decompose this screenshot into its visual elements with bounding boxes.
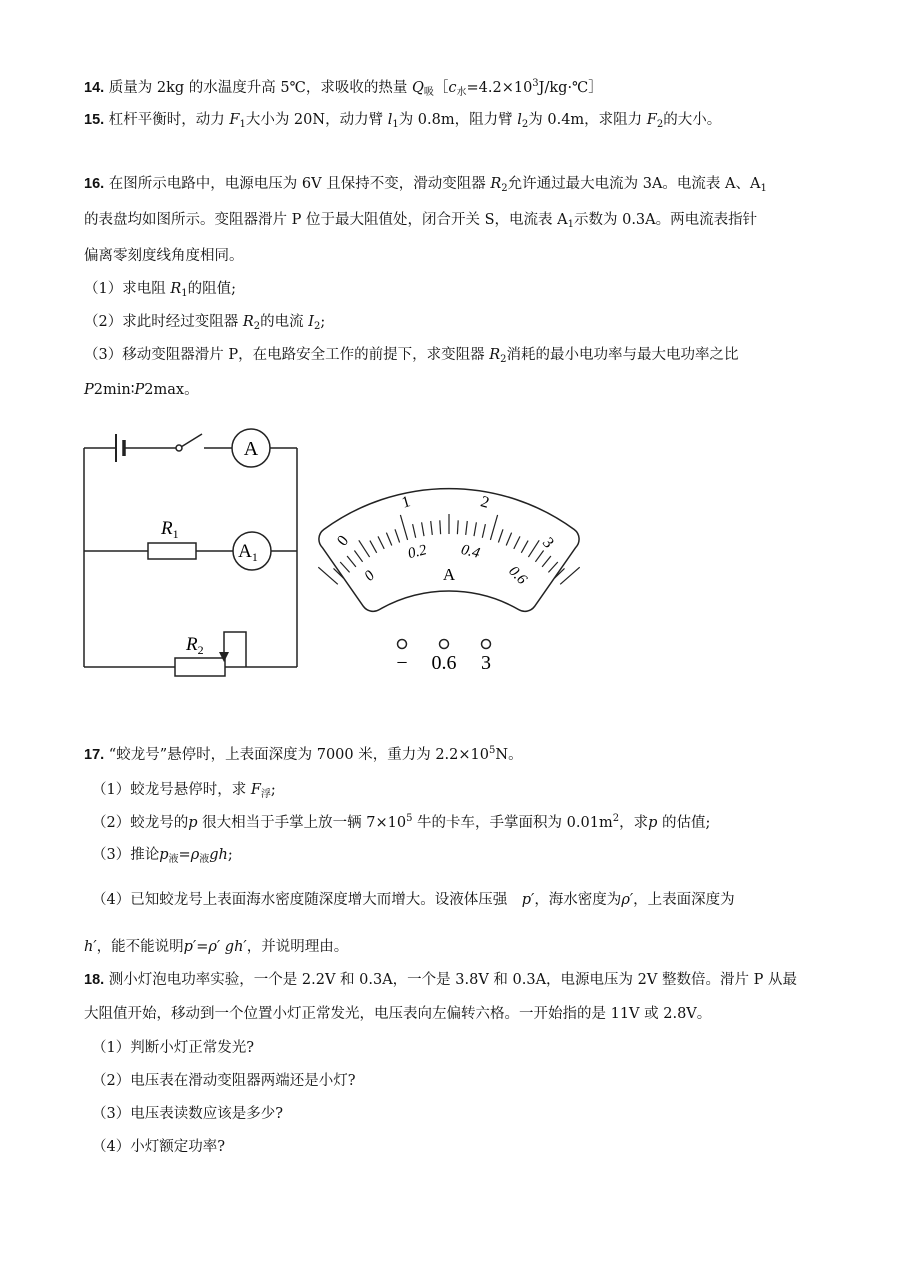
question-18-part-2: （2）电压表在滑动变阻器两端还是小灯? [92, 1073, 356, 1089]
dial-tick [542, 556, 551, 567]
question-17-part-4: （4）已知蛟龙号上表面海水密度随深度增大而增大。设液体压强 p′，海水密度为ρ′，上表面深度为 [92, 892, 735, 908]
dial-tick [457, 520, 458, 534]
svg-text:2: 2 [478, 493, 492, 512]
terminal-label-0-6: 0.6 [431, 652, 457, 674]
question-number: 18. [84, 972, 105, 988]
dial-tick [347, 556, 356, 567]
dial-unit-label: A [442, 565, 456, 584]
question-16-part-1: （1）求电阻 $R_1$的阻值; [84, 281, 237, 299]
dial-tick [506, 533, 511, 546]
question-16-part-3: （3）移动变阻器滑片 P，在电路安全工作的前提下，求变阻器 $R_2$消耗的最小电功率与最大电功率之比 [84, 347, 739, 365]
svg-text:0.2: 0.2 [406, 542, 429, 563]
svg-text:0.4: 0.4 [459, 541, 482, 562]
dial-tick [548, 562, 557, 572]
question-18-part-3: （3）电压表读数应该是多少? [92, 1106, 283, 1122]
question-16-part-3-cont: P2min∶P2max。 [84, 382, 199, 398]
question-17-part-2: （2）蛟龙号的p 很大相当于手掌上放一辆 $7\times 10^5$ 牛的卡车，手掌面积为 $0.01m^2$，求p 的估值; [92, 813, 711, 831]
terminal-label-negative: − [396, 652, 408, 674]
question-number: 15. [84, 112, 105, 128]
question-14: 14. 质量为 2kg 的水温度升高 5℃，求吸收的热量 $Q_吸[c_水=4.2\times 10^3J/kg\cdot℃]$ [84, 78, 603, 98]
dial-tick [340, 562, 349, 572]
svg-text:0: 0 [334, 532, 353, 550]
question-17-part-1: （1）蛟龙号悬停时，求 $F_浮$; [92, 782, 276, 800]
dial-tick [370, 541, 377, 553]
question-16-line-1: 16. 在图所示电路中，电源电压为 6V 且保持不变，滑动变阻器 $R_2$允许通过最大电流为 3A。电流表 A、$A_1$ [84, 176, 767, 194]
circuit-diagram [78, 420, 308, 680]
dial-tick [354, 551, 362, 562]
dial-tick [490, 515, 497, 540]
question-16-line-3: 偏离零刻度线角度相同。 [84, 248, 244, 264]
dial-tick [482, 524, 485, 538]
question-number: 14. [84, 80, 105, 96]
svg-text:0: 0 [361, 567, 379, 585]
ammeter-a-label: A [243, 438, 259, 460]
dial-tick [400, 515, 407, 540]
question-16-part-2: （2）求此时经过变阻器 $R_2$的电流 $I_2$; [84, 314, 326, 332]
dial-tick [474, 522, 476, 536]
dial-tick [466, 521, 468, 535]
resistor-r1-label: $R_1$ [161, 518, 179, 541]
svg-text:3: 3 [538, 534, 557, 552]
dial-tick [535, 551, 543, 562]
question-18-part-4: （4）小灯额定功率? [92, 1139, 225, 1155]
slider-arrow-icon [219, 652, 229, 662]
question-18-line-2: 大阻值开始，移动到一个位置小灯正常发光，电压表向左偏转六格。一开始指的是 11V 或 2.8V。 [84, 1006, 712, 1022]
dial-tick [440, 520, 441, 534]
svg-text:0.6: 0.6 [505, 563, 530, 588]
terminal-label-3: 3 [481, 652, 491, 674]
resistor-r2-label: $R_2$ [186, 634, 204, 657]
dial-tick [422, 522, 424, 536]
question-16-line-2: 的表盘均如图所示。变阻器滑片 P 位于最大阻值处，闭合开关 S，电流表 $A_1$示数为 0.3A。两电流表指针 [84, 212, 758, 230]
ammeter-dial [318, 470, 580, 680]
question-17-part-3: （3）推论$p_液=\rho_液gh$; [92, 847, 233, 865]
svg-text:1: 1 [399, 493, 413, 512]
terminal-icons [398, 640, 491, 649]
question-number: 16. [84, 176, 105, 192]
question-17-line-1: 17. “蛟龙号”悬停时，上表面深度为 7000 米，重力为 $2.2\times 10^5N$。 [84, 745, 523, 763]
question-18-part-1: （1）判断小灯正常发光? [92, 1040, 254, 1056]
question-15: 15. 杠杆平衡时，动力 $F_1$大小为 20N，动力臂 $l_1$为 0.8m，阻力臂 $l_2$为 0.4m，求阻力 $F_2$的大小。 [84, 112, 722, 130]
dial-tick [359, 540, 370, 557]
dial-tick [395, 529, 400, 542]
dial-tick [514, 536, 520, 549]
dial-tick [431, 521, 433, 535]
question-17-part-4-cont: h′，能不能说明p′=ρ′ gh′，并说明理由。 [84, 939, 349, 955]
dial-tick [521, 541, 528, 553]
dial-tick [498, 529, 503, 542]
dial-tick [386, 533, 391, 546]
question-number: 17. [84, 747, 105, 763]
dial-tick [528, 540, 539, 557]
ammeter-a1-label: $A_1$ [238, 541, 258, 564]
dial-tick [378, 536, 384, 549]
dial-tick [413, 524, 416, 538]
question-18-line-1: 18. 测小灯泡电功率实验，一个是 2.2V 和 0.3A，一个是 3.8V 和 0.3A，电源电压为 2V 整数倍。滑片 P 从最 [84, 972, 797, 988]
